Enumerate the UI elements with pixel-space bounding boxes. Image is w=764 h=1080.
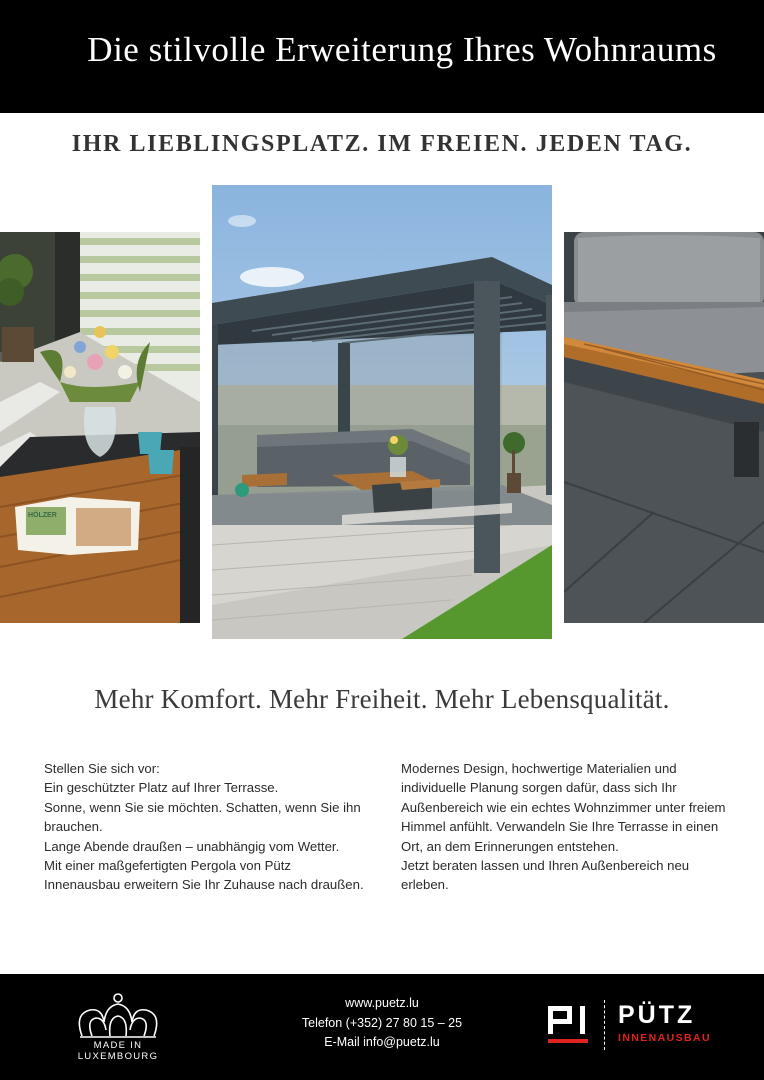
body-column-right [401, 759, 731, 895]
brand-sub: INNENAUSBAU [618, 1032, 711, 1044]
puetz-logo [548, 1000, 728, 1056]
tagline: IHR LIEBLINGSPLATZ. IM FREIEN. JEDEN TAG. [71, 131, 693, 157]
website-link[interactable]: www.puetz.lu [345, 996, 419, 1010]
body-left-line: Lange Abende draußen – unabhängig vom Wetter. [44, 838, 340, 854]
body-right-paragraph: Jetzt beraten lassen und Ihren Außenbereich neu erleben. [401, 858, 690, 893]
body-left-line: Ein geschützter Platz auf Ihrer Terrasse. [44, 780, 279, 796]
photo-bench-detail-image [564, 232, 764, 623]
crown-icon [68, 992, 168, 1040]
made-in-line2: LUXEMBOURG [77, 1051, 159, 1062]
contact-info [262, 994, 502, 1053]
header-bar [0, 0, 764, 113]
made-in-luxembourg-badge [68, 992, 168, 1064]
body-right-paragraph: Modernes Design, hochwertige Materialien und individuelle Planung sorgen dafür, dass sich Ihr Außenbereich wie ein echtes Wohnzimmer unter freiem Himmel anfühlt. Verwandeln Sie Ihre Terrasse in einen Ort, an dem Erinnerungen entstehen. [401, 761, 726, 854]
body-column-left [44, 759, 364, 895]
puetz-monogram-icon [548, 1004, 592, 1046]
photo-pergola [212, 185, 552, 639]
brand-divider [604, 1000, 605, 1050]
made-in-text [68, 1040, 168, 1062]
photo-table-flowers [0, 232, 200, 623]
photo-bench-detail [564, 232, 764, 623]
body-left-line: Stellen Sie sich vor: [44, 761, 160, 776]
brand-name: PÜTZ [618, 1001, 696, 1029]
page-title: Die stilvolle Erweiterung Ihres Wohnraums [87, 30, 717, 69]
photo-table-flowers-image [0, 232, 200, 623]
photo-pergola-image [212, 185, 552, 639]
magazine-title: HÖLZER [28, 512, 57, 519]
body-left-line: Mit einer maßgefertigten Pergola von Pütz Innenausbau erweitern Sie Ihr Zuhause nach draußen. [44, 858, 364, 893]
footer-bar [0, 974, 764, 1080]
email-link[interactable]: E-Mail info@puetz.lu [324, 1035, 440, 1049]
phone-text: Telefon (+352) 27 80 15 – 25 [301, 1015, 463, 1030]
subheadline: Mehr Komfort. Mehr Freiheit. Mehr Lebensqualität. [94, 684, 670, 714]
body-left-line: Sonne, wenn Sie sie möchten. Schatten, wenn Sie ihn brauchen. [44, 799, 361, 835]
made-in-line1: MADE IN [93, 1040, 143, 1051]
